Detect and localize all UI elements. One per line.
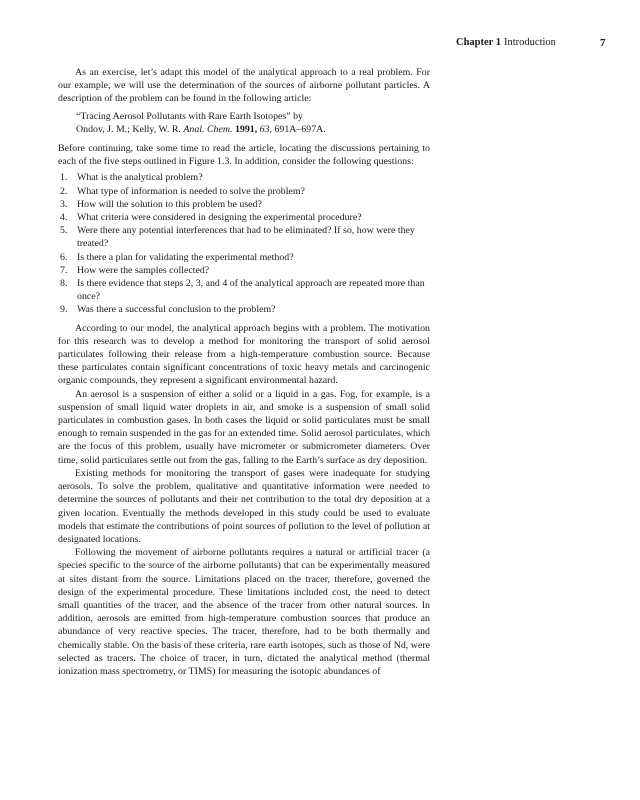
question-item bbox=[58, 224, 430, 250]
question-text: Is there evidence that steps 2, 3, and 4 of the analytical approach are repeated more than once? bbox=[77, 278, 425, 303]
question-number: 5. bbox=[60, 225, 68, 237]
question-text: Was there a successful conclusion to the problem? bbox=[77, 304, 276, 316]
citation-title: “Tracing Aerosol Pollutants with Rare Earth Isotopes” by bbox=[76, 110, 303, 122]
page-body bbox=[58, 66, 430, 678]
citation-year: 1991, bbox=[234, 123, 258, 135]
question-number: 2. bbox=[60, 185, 68, 197]
question-text: How will the solution to this problem be used? bbox=[77, 198, 262, 210]
article-citation bbox=[76, 110, 430, 136]
page-number: 7 bbox=[600, 37, 606, 49]
question-number: 8. bbox=[60, 278, 68, 290]
question-item bbox=[58, 264, 430, 277]
question-number: 1. bbox=[60, 172, 68, 184]
question-item bbox=[58, 277, 430, 303]
question-number: 6. bbox=[60, 251, 68, 263]
intro-paragraph: As an exercise, let’s adapt this model of the analytical approach to a real problem. For our example, we will use the determination of the sources of airborne pollutant particles. A description of the problem can be found in the following article: bbox=[58, 67, 430, 105]
chapter-title: Introduction bbox=[504, 37, 556, 48]
citation-pages: 691A–697A. bbox=[274, 123, 326, 135]
running-header bbox=[0, 37, 640, 51]
question-text: What type of information is needed to solve the problem? bbox=[77, 185, 305, 197]
question-text: Is there a plan for validating the experimental method? bbox=[77, 251, 294, 263]
citation-authors: Ondov, J. M.; Kelly, W. R. bbox=[76, 123, 181, 135]
question-item bbox=[58, 171, 430, 184]
citation-journal: Anal. Chem. bbox=[183, 123, 233, 135]
question-item bbox=[58, 303, 430, 316]
question-text: What criteria were considered in designing the experimental procedure? bbox=[77, 212, 362, 224]
question-item bbox=[58, 198, 430, 211]
question-number: 4. bbox=[60, 212, 68, 224]
question-number: 9. bbox=[60, 304, 68, 316]
chapter-number: 1 bbox=[495, 37, 502, 48]
body-paragraph-4: Following the movement of airborne pollutants requires a natural or artificial tracer (a species specific to the source of the airborne pollutants) that can be experimentally measured at sites distant from the source. Limitations placed on the tracer, therefore, governed the design of the experimental procedure. These limitations included cost, the need to detect small quantities of the tracer, and the absence of the tracer from other natural sources. In addition, aerosols are emitted from high-temperature combustion sources that produce an abundance of very reactive species. The tracer, therefore, had to be both thermally and chemically stable. On the basis of these criteria, rare earth isotopes, such as those of Nd, were selected as tracers. The choice of tracer, in turn, dictated the analytical method (thermal ionization mass spectrometry, or TIMS) for measuring the isotopic abundances of bbox=[58, 547, 430, 677]
question-number: 7. bbox=[60, 264, 68, 276]
question-item bbox=[58, 185, 430, 198]
citation-reference bbox=[76, 123, 430, 136]
before-paragraph: Before continuing, take some time to read the article, locating the discussions pertaining to each of the five steps outlined in Figure 1.3. In addition, consider the following questions: bbox=[58, 143, 430, 168]
question-item bbox=[58, 251, 430, 264]
question-list bbox=[58, 171, 430, 316]
question-text: Were there any potential interferences that had to be eliminated? If so, how were they treated? bbox=[77, 225, 415, 250]
body-paragraph-2: An aerosol is a suspension of either a solid or a liquid in a gas. Fog, for example, is a suspension of small liquid water droplets in air, and smoke is a suspension of small solid particulates in combustion gases. In both cases the liquid or solid particulates must be small enough to remain suspended in the gas for an extended time. Solid aerosol particulates, which are the focus of this problem, usually have micrometer or submicrometer diameters. Over time, solid particulates settle out from the gas, falling to the Earth’s surface as dry deposition. bbox=[58, 388, 430, 466]
body-paragraph-3: Existing methods for monitoring the transport of gases were inadequate for studying aerosols. To solve the problem, qualitative and quantitative information were needed to determine the sources of pollutants and their net contribution to the total dry deposition at a given location. Eventually the methods developed in this study could be used to evaluate models that estimate the contributions of point sources of pollution to the level of pollution at designated locations. bbox=[58, 467, 430, 545]
body-paragraph-1: According to our model, the analytical approach begins with a problem. The motivation for this research was to develop a method for monitoring the transport of solid aerosol particulates following their release from a high-temperature combustion source. Because these particulates contain significant concentrations of toxic heavy metals and carcinogenic organic compounds, they represent a significant environmental hazard. bbox=[58, 322, 430, 387]
question-text: How were the samples collected? bbox=[77, 264, 210, 276]
question-number: 3. bbox=[60, 198, 68, 210]
question-item bbox=[58, 211, 430, 224]
chapter-word: Chapter bbox=[456, 37, 494, 48]
chapter-label bbox=[456, 37, 556, 48]
citation-volume: 63, bbox=[259, 123, 272, 135]
question-text: What is the analytical problem? bbox=[77, 172, 203, 184]
